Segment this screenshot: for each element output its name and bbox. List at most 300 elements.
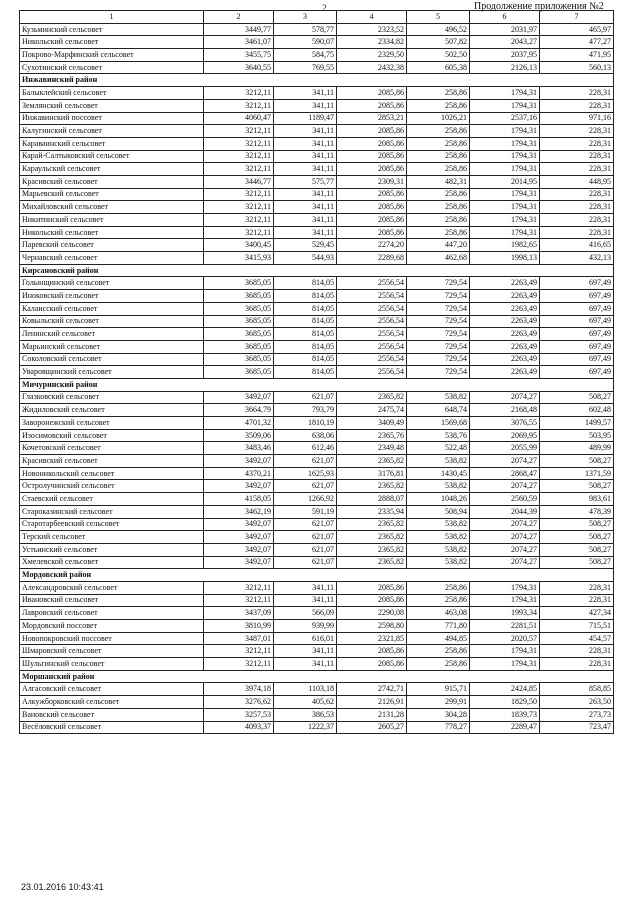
value-cell: 258,86 xyxy=(407,137,470,150)
value-cell: 1266,92 xyxy=(274,493,337,506)
settlement-name: Глазковский сельсовет xyxy=(20,391,204,404)
value-cell: 3212,11 xyxy=(204,645,274,658)
value-cell: 1993,34 xyxy=(470,607,540,620)
settlement-name: Александровский сельсовет xyxy=(20,581,204,594)
value-cell: 621,07 xyxy=(274,543,337,556)
value-cell: 2044,39 xyxy=(470,505,540,518)
value-cell: 1189,47 xyxy=(274,112,337,125)
value-cell: 508,27 xyxy=(540,518,614,531)
value-cell: 538,82 xyxy=(407,480,470,493)
value-cell: 1982,65 xyxy=(470,239,540,252)
value-cell: 258,86 xyxy=(407,658,470,671)
value-cell: 228,31 xyxy=(540,214,614,227)
value-cell: 2365,76 xyxy=(337,429,407,442)
value-cell: 2742,71 xyxy=(337,683,407,696)
settlement-name: Покрово-Марфинский сельсовет xyxy=(20,49,204,62)
value-cell: 228,31 xyxy=(540,594,614,607)
value-cell: 2432,38 xyxy=(337,61,407,74)
value-cell: 477,27 xyxy=(540,36,614,49)
value-cell: 2556,54 xyxy=(337,366,407,379)
value-cell: 3446,77 xyxy=(204,175,274,188)
settlement-name: Изосимовский сельсовет xyxy=(20,429,204,442)
settlement-name: Хмелевской сельсовет xyxy=(20,556,204,569)
value-cell: 538,82 xyxy=(407,543,470,556)
table-row xyxy=(20,404,614,417)
value-cell: 3685,05 xyxy=(204,328,274,341)
value-cell: 723,47 xyxy=(540,721,614,734)
value-cell: 3212,11 xyxy=(204,150,274,163)
value-cell: 2085,86 xyxy=(337,658,407,671)
value-cell: 2074,27 xyxy=(470,480,540,493)
table-row xyxy=(20,721,614,734)
value-cell: 544,93 xyxy=(274,252,337,265)
table-row xyxy=(20,442,614,455)
value-cell: 3437,09 xyxy=(204,607,274,620)
value-cell: 1794,31 xyxy=(470,594,540,607)
value-cell: 2281,51 xyxy=(470,620,540,633)
value-cell: 3257,53 xyxy=(204,708,274,721)
value-cell: 2263,49 xyxy=(470,366,540,379)
value-cell: 814,05 xyxy=(274,366,337,379)
value-cell: 2085,86 xyxy=(337,87,407,100)
settlement-name: Сухотинский сельсовет xyxy=(20,61,204,74)
value-cell: 258,86 xyxy=(407,188,470,201)
table-row xyxy=(20,620,614,633)
value-cell: 258,86 xyxy=(407,125,470,138)
column-header: 4 xyxy=(337,11,407,24)
value-cell: 2274,20 xyxy=(337,239,407,252)
value-cell: 508,27 xyxy=(540,531,614,544)
table-row xyxy=(20,302,614,315)
value-cell: 814,05 xyxy=(274,340,337,353)
settlement-name: Калаисский сельсовет xyxy=(20,302,204,315)
value-cell: 2365,82 xyxy=(337,391,407,404)
value-cell: 341,11 xyxy=(274,214,337,227)
value-cell: 2168,48 xyxy=(470,404,540,417)
table-row xyxy=(20,607,614,620)
value-cell: 1794,31 xyxy=(470,87,540,100)
settlement-name: Иноковский сельсовет xyxy=(20,290,204,303)
value-cell: 2321,85 xyxy=(337,632,407,645)
value-cell: 3212,11 xyxy=(204,581,274,594)
value-cell: 983,61 xyxy=(540,493,614,506)
value-cell: 508,27 xyxy=(540,543,614,556)
settlement-name: Калугинский сельсовет xyxy=(20,125,204,138)
value-cell: 471,95 xyxy=(540,49,614,62)
value-cell: 1794,31 xyxy=(470,125,540,138)
value-cell: 3212,11 xyxy=(204,99,274,112)
value-cell: 729,54 xyxy=(407,315,470,328)
value-cell: 341,11 xyxy=(274,163,337,176)
value-cell: 508,27 xyxy=(540,556,614,569)
value-cell: 697,49 xyxy=(540,353,614,366)
value-cell: 228,31 xyxy=(540,87,614,100)
table-row xyxy=(20,531,614,544)
value-cell: 538,82 xyxy=(407,518,470,531)
table-row xyxy=(20,391,614,404)
value-cell: 508,27 xyxy=(540,480,614,493)
value-cell: 1794,31 xyxy=(470,214,540,227)
value-cell: 1794,31 xyxy=(470,226,540,239)
value-cell: 729,54 xyxy=(407,328,470,341)
value-cell: 2126,13 xyxy=(470,61,540,74)
value-cell: 648,74 xyxy=(407,404,470,417)
value-cell: 1998,13 xyxy=(470,252,540,265)
table-row xyxy=(20,594,614,607)
settlement-name: Новоникольский сельсовет xyxy=(20,467,204,480)
table-row xyxy=(20,708,614,721)
value-cell: 771,80 xyxy=(407,620,470,633)
value-cell: 462,68 xyxy=(407,252,470,265)
district-name: Инжавинский район xyxy=(20,74,614,87)
district-row xyxy=(20,264,614,277)
value-cell: 1839,73 xyxy=(470,708,540,721)
settlement-name: Красивский сельсовет xyxy=(20,175,204,188)
value-cell: 258,86 xyxy=(407,226,470,239)
settlement-name: Жидиловский сельсовет xyxy=(20,404,204,417)
value-cell: 3176,81 xyxy=(337,467,407,480)
value-cell: 814,05 xyxy=(274,328,337,341)
value-cell: 2365,82 xyxy=(337,556,407,569)
value-cell: 638,06 xyxy=(274,429,337,442)
value-cell: 228,31 xyxy=(540,150,614,163)
value-cell: 3974,18 xyxy=(204,683,274,696)
value-cell: 697,49 xyxy=(540,277,614,290)
value-cell: 3212,11 xyxy=(204,201,274,214)
value-cell: 575,77 xyxy=(274,175,337,188)
settlement-name: Паревский сельсовет xyxy=(20,239,204,252)
value-cell: 341,11 xyxy=(274,150,337,163)
table-row xyxy=(20,581,614,594)
table-row xyxy=(20,137,614,150)
value-cell: 3509,06 xyxy=(204,429,274,442)
value-cell: 258,86 xyxy=(407,201,470,214)
table-row xyxy=(20,201,614,214)
value-cell: 2556,54 xyxy=(337,277,407,290)
value-cell: 503,95 xyxy=(540,429,614,442)
value-cell: 621,07 xyxy=(274,391,337,404)
table-row xyxy=(20,315,614,328)
value-cell: 2365,82 xyxy=(337,531,407,544)
value-cell: 2329,50 xyxy=(337,49,407,62)
value-cell: 560,13 xyxy=(540,61,614,74)
value-cell: 621,07 xyxy=(274,455,337,468)
value-cell: 2074,27 xyxy=(470,455,540,468)
settlement-name: Уваровщинский сельсовет xyxy=(20,366,204,379)
table-row xyxy=(20,429,614,442)
value-cell: 4158,05 xyxy=(204,493,274,506)
value-cell: 1222,37 xyxy=(274,721,337,734)
value-cell: 3492,07 xyxy=(204,543,274,556)
value-cell: 258,86 xyxy=(407,99,470,112)
value-cell: 2289,68 xyxy=(337,252,407,265)
value-cell: 1794,31 xyxy=(470,99,540,112)
value-cell: 621,07 xyxy=(274,518,337,531)
value-cell: 3492,07 xyxy=(204,391,274,404)
settlement-name: Остролучинский сельсовет xyxy=(20,480,204,493)
value-cell: 2085,86 xyxy=(337,163,407,176)
value-cell: 814,05 xyxy=(274,315,337,328)
value-cell: 1103,18 xyxy=(274,683,337,696)
table-row xyxy=(20,277,614,290)
value-cell: 2289,47 xyxy=(470,721,540,734)
table-row xyxy=(20,150,614,163)
value-cell: 2853,21 xyxy=(337,112,407,125)
value-cell: 228,31 xyxy=(540,125,614,138)
value-cell: 341,11 xyxy=(274,645,337,658)
value-cell: 612,46 xyxy=(274,442,337,455)
value-cell: 1794,31 xyxy=(470,150,540,163)
settlement-name: Терский сельсовет xyxy=(20,531,204,544)
settlement-name: Заворонежский сельсовет xyxy=(20,417,204,430)
value-cell: 729,54 xyxy=(407,340,470,353)
value-cell: 2074,27 xyxy=(470,543,540,556)
value-cell: 2014,95 xyxy=(470,175,540,188)
settlement-name: Устьинский сельсовет xyxy=(20,543,204,556)
value-cell: 2537,16 xyxy=(470,112,540,125)
settlement-name: Землянский сельсовет xyxy=(20,99,204,112)
value-cell: 2263,49 xyxy=(470,353,540,366)
value-cell: 3409,49 xyxy=(337,417,407,430)
value-cell: 2560,59 xyxy=(470,493,540,506)
value-cell: 3685,05 xyxy=(204,366,274,379)
value-cell: 2605,27 xyxy=(337,721,407,734)
value-cell: 621,07 xyxy=(274,480,337,493)
value-cell: 405,62 xyxy=(274,696,337,709)
value-cell: 454,57 xyxy=(540,632,614,645)
value-cell: 971,16 xyxy=(540,112,614,125)
value-cell: 3640,55 xyxy=(204,61,274,74)
settlement-name: Вановский сельсовет xyxy=(20,708,204,721)
value-cell: 2556,54 xyxy=(337,340,407,353)
table-row xyxy=(20,493,614,506)
value-cell: 616,01 xyxy=(274,632,337,645)
value-cell: 729,54 xyxy=(407,302,470,315)
table-row xyxy=(20,505,614,518)
value-cell: 508,94 xyxy=(407,505,470,518)
value-cell: 697,49 xyxy=(540,315,614,328)
settlement-name: Ленинский сельсовет xyxy=(20,328,204,341)
settlement-name: Чернавский сельсовет xyxy=(20,252,204,265)
value-cell: 2334,82 xyxy=(337,36,407,49)
value-cell: 4060,47 xyxy=(204,112,274,125)
value-cell: 3810,99 xyxy=(204,620,274,633)
value-cell: 3483,46 xyxy=(204,442,274,455)
value-cell: 2424,85 xyxy=(470,683,540,696)
settlement-name: Марьевский сельсовет xyxy=(20,188,204,201)
district-row xyxy=(20,670,614,683)
value-cell: 590,07 xyxy=(274,36,337,49)
value-cell: 2085,86 xyxy=(337,594,407,607)
value-cell: 258,86 xyxy=(407,87,470,100)
settlement-name: Весёловский сельсовет xyxy=(20,721,204,734)
table-row xyxy=(20,683,614,696)
value-cell: 2556,54 xyxy=(337,353,407,366)
table-row xyxy=(20,645,614,658)
value-cell: 3492,07 xyxy=(204,518,274,531)
value-cell: 2556,54 xyxy=(337,328,407,341)
value-cell: 228,31 xyxy=(540,581,614,594)
settlement-name: Стаевский сельсовет xyxy=(20,493,204,506)
settlement-name: Красивский сельсовет xyxy=(20,455,204,468)
value-cell: 522,48 xyxy=(407,442,470,455)
value-cell: 2126,91 xyxy=(337,696,407,709)
value-cell: 341,11 xyxy=(274,226,337,239)
value-cell: 2335,94 xyxy=(337,505,407,518)
table-row xyxy=(20,696,614,709)
value-cell: 1625,93 xyxy=(274,467,337,480)
value-cell: 697,49 xyxy=(540,366,614,379)
value-cell: 729,54 xyxy=(407,290,470,303)
column-header: 7 xyxy=(540,11,614,24)
settlement-name: Кузьминский сельсовет xyxy=(20,23,204,36)
settlement-name: Никольский сельсовет xyxy=(20,226,204,239)
value-cell: 341,11 xyxy=(274,581,337,594)
column-header: 1 xyxy=(20,11,204,24)
value-cell: 697,49 xyxy=(540,302,614,315)
value-cell: 2290,08 xyxy=(337,607,407,620)
value-cell: 538,82 xyxy=(407,455,470,468)
value-cell: 3212,11 xyxy=(204,87,274,100)
value-cell: 1371,59 xyxy=(540,467,614,480)
value-cell: 3685,05 xyxy=(204,340,274,353)
value-cell: 489,99 xyxy=(540,442,614,455)
table-row xyxy=(20,175,614,188)
column-header: 2 xyxy=(204,11,274,24)
value-cell: 341,11 xyxy=(274,137,337,150)
district-name: Мичуринский район xyxy=(20,378,614,391)
value-cell: 258,86 xyxy=(407,581,470,594)
value-cell: 258,86 xyxy=(407,645,470,658)
value-cell: 814,05 xyxy=(274,290,337,303)
value-cell: 228,31 xyxy=(540,188,614,201)
value-cell: 538,82 xyxy=(407,531,470,544)
column-header: 3 xyxy=(274,11,337,24)
value-cell: 3212,11 xyxy=(204,137,274,150)
value-cell: 2085,86 xyxy=(337,645,407,658)
settlement-name: Алгасовский сельсовет xyxy=(20,683,204,696)
settlement-name: Инжавинский поссовет xyxy=(20,112,204,125)
value-cell: 1794,31 xyxy=(470,137,540,150)
settlement-name: Кочетовский сельсовет xyxy=(20,442,204,455)
value-cell: 2074,27 xyxy=(470,518,540,531)
value-cell: 939,99 xyxy=(274,620,337,633)
value-cell: 2085,86 xyxy=(337,214,407,227)
value-cell: 228,31 xyxy=(540,645,614,658)
settlement-name: Никольский сельсовет xyxy=(20,36,204,49)
district-name: Кирсановский район xyxy=(20,264,614,277)
value-cell: 341,11 xyxy=(274,658,337,671)
value-cell: 778,27 xyxy=(407,721,470,734)
data-table xyxy=(19,10,614,734)
value-cell: 2365,82 xyxy=(337,455,407,468)
value-cell: 3455,75 xyxy=(204,49,274,62)
header-row xyxy=(20,11,614,24)
value-cell: 508,27 xyxy=(540,391,614,404)
value-cell: 2323,52 xyxy=(337,23,407,36)
table-row xyxy=(20,188,614,201)
value-cell: 578,77 xyxy=(274,23,337,36)
value-cell: 4370,21 xyxy=(204,467,274,480)
value-cell: 3212,11 xyxy=(204,163,274,176)
column-header: 5 xyxy=(407,11,470,24)
value-cell: 427,34 xyxy=(540,607,614,620)
value-cell: 2085,86 xyxy=(337,201,407,214)
value-cell: 584,75 xyxy=(274,49,337,62)
value-cell: 2349,48 xyxy=(337,442,407,455)
value-cell: 814,05 xyxy=(274,277,337,290)
table-row xyxy=(20,417,614,430)
table-row xyxy=(20,23,614,36)
value-cell: 3212,11 xyxy=(204,214,274,227)
table-row xyxy=(20,36,614,49)
value-cell: 448,95 xyxy=(540,175,614,188)
value-cell: 3492,07 xyxy=(204,480,274,493)
value-cell: 2055,99 xyxy=(470,442,540,455)
value-cell: 1026,21 xyxy=(407,112,470,125)
value-cell: 3212,11 xyxy=(204,125,274,138)
value-cell: 3449,77 xyxy=(204,23,274,36)
value-cell: 341,11 xyxy=(274,125,337,138)
value-cell: 1794,31 xyxy=(470,581,540,594)
value-cell: 482,31 xyxy=(407,175,470,188)
settlement-name: Соколовский сельсовет xyxy=(20,353,204,366)
settlement-name: Шульгинский сельсовет xyxy=(20,658,204,671)
value-cell: 478,39 xyxy=(540,505,614,518)
value-cell: 3461,07 xyxy=(204,36,274,49)
table-body xyxy=(20,11,614,734)
value-cell: 2263,49 xyxy=(470,340,540,353)
value-cell: 496,52 xyxy=(407,23,470,36)
value-cell: 2868,47 xyxy=(470,467,540,480)
value-cell: 1794,31 xyxy=(470,201,540,214)
settlement-name: Лавровский сельсовет xyxy=(20,607,204,620)
table-row xyxy=(20,226,614,239)
value-cell: 602,48 xyxy=(540,404,614,417)
table-row xyxy=(20,125,614,138)
value-cell: 2263,49 xyxy=(470,302,540,315)
value-cell: 3487,01 xyxy=(204,632,274,645)
value-cell: 2085,86 xyxy=(337,99,407,112)
value-cell: 2365,82 xyxy=(337,480,407,493)
value-cell: 769,55 xyxy=(274,61,337,74)
value-cell: 2365,82 xyxy=(337,518,407,531)
value-cell: 228,31 xyxy=(540,658,614,671)
footer-timestamp: 23.01.2016 10:43:41 xyxy=(21,882,104,892)
table-row xyxy=(20,632,614,645)
district-name: Мордовский район xyxy=(20,569,614,582)
table-row xyxy=(20,328,614,341)
value-cell: 2069,95 xyxy=(470,429,540,442)
value-cell: 447,20 xyxy=(407,239,470,252)
value-cell: 3685,05 xyxy=(204,315,274,328)
value-cell: 273,73 xyxy=(540,708,614,721)
settlement-name: Балыклейский сельсовет xyxy=(20,87,204,100)
value-cell: 2085,86 xyxy=(337,137,407,150)
value-cell: 2263,49 xyxy=(470,277,540,290)
value-cell: 3664,79 xyxy=(204,404,274,417)
value-cell: 2365,82 xyxy=(337,543,407,556)
value-cell: 465,97 xyxy=(540,23,614,36)
table-row xyxy=(20,112,614,125)
district-row xyxy=(20,569,614,582)
district-row xyxy=(20,74,614,87)
value-cell: 2085,86 xyxy=(337,150,407,163)
value-cell: 605,38 xyxy=(407,61,470,74)
value-cell: 697,49 xyxy=(540,328,614,341)
table-row xyxy=(20,556,614,569)
value-cell: 3076,55 xyxy=(470,417,540,430)
